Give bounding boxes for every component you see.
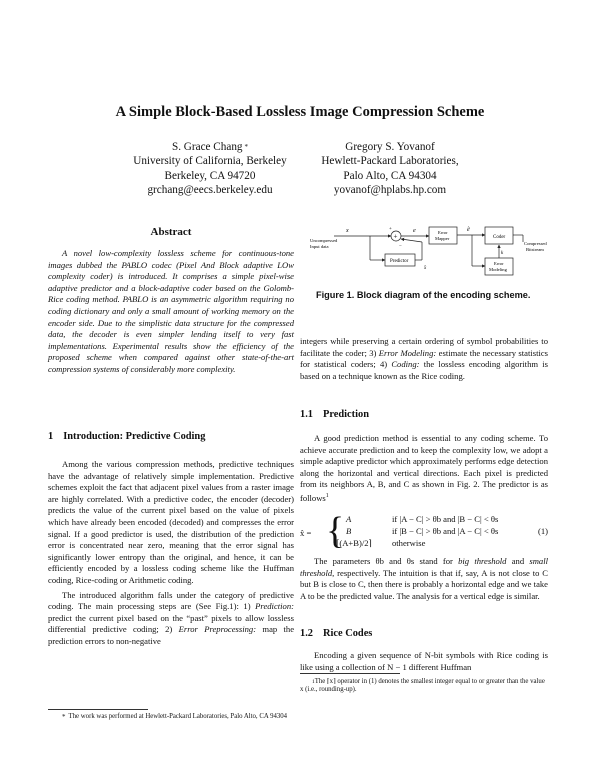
section-1-1-para-2: The parameters θb and θs stand for big threshold and small threshold, respectively. The intuition is that if, say, A is not close to C but B is close to C, then there is probably a horizontal edge and we take A to be the predicted value. The analysis for a vertical edge is similar. — [300, 556, 548, 601]
eq-row-2-value: B — [346, 526, 352, 536]
section-1-1-para-1: A good prediction method is essential to any coding scheme. To achieve accurate prediction and to keep the complexity low, we adopt a simple adaptive predictor which approximately performs edge detection along the horizontal and vertical directions. Each pixel is predicted from its neighbors A, B, and C as shown in Fig. 2. The predictor is as follows$^1$ — [300, 433, 548, 503]
eq-row-3-condition: otherwise — [392, 538, 426, 548]
section-1-2-title: Rice Codes — [323, 628, 373, 639]
footnote-rule-left — [48, 709, 148, 710]
footnote-left — [48, 713, 294, 721]
mapper-label-2: Mapper — [435, 236, 450, 241]
author-2-email: yovanof@hplabs.hp.com — [333, 184, 447, 197]
footnote-left-mark: * — [62, 713, 66, 721]
label-k: k — [501, 251, 504, 256]
section-1-2-number: 1.2 — [300, 628, 313, 639]
author-2-name: Gregory S. Yovanof — [345, 141, 435, 153]
section-1-1-number: 1.1 — [300, 409, 313, 420]
label-uncompressed-2: Input data — [310, 244, 329, 249]
author-2 — [280, 140, 500, 198]
label-x: x — [346, 228, 349, 234]
eq-brace: { — [326, 510, 345, 552]
footnote-left-text: The work was performed at Hewlett-Packard Laboratories, Palo Alto, CA 94304 — [68, 713, 288, 720]
eq-lhs: x̂ = — [300, 528, 312, 538]
section-1-1-heading — [300, 409, 548, 420]
paper-title: A Simple Block-Based Lossless Image Compression Scheme — [115, 104, 485, 120]
section-1-number: 1 — [48, 431, 54, 442]
section-1-title: Introduction: Predictive Coding — [63, 431, 206, 442]
coder-label: Coder — [493, 235, 506, 240]
feedback-arrow — [401, 239, 422, 242]
eq-row-3-value: ⌈(A+B)/2⌉ — [336, 538, 372, 548]
author-1-name: S. Grace Chang — [171, 141, 243, 153]
author-2-affiliation: Hewlett-Packard Laboratories, — [321, 155, 459, 168]
label-xhat: x̂ — [424, 266, 427, 271]
section-1-heading — [48, 431, 294, 442]
right-intro-para: integers while preserving a certain ordering of symbol probabilities to facilitate the coder; 3) Error Modeling: estimate the necessary statistics for statistical coders; 4) Coding: the lossless encoding algorithm is based on a technique known as the Rice coding. — [300, 336, 549, 381]
compressed-label-1: Compressed — [524, 241, 547, 246]
compressed-label-2: Bitstream — [526, 247, 544, 252]
section-1-2-heading — [300, 628, 548, 639]
eq-row-1-condition: if |A − C| > θb and |B − C| < θs — [392, 514, 499, 524]
author-1-footnote-mark: * — [244, 143, 249, 151]
equation-1 — [300, 510, 548, 554]
figure-1-block-diagram — [302, 222, 550, 278]
modeling-label-1: Error — [494, 261, 504, 266]
abstract-body: A novel low-complexity lossless scheme for continuous-tone images dubbed the PABLO codec (Pixel And Block adaptive LOw complexity coder) is introduced. It comprises a simple pixel-wise adaptive predictor and a block-adaptive coder based on the Golomb-Rice coding method. PABLO is an asymmetric algorithm requiring no coding dictionary and only a small amount of working memory on the encoder side. Due to the simplistic data structure for the compressed data, the decoder is even simpler lending itself to very fast implementations. Experimental results show the efficiency of the proposed scheme when compared against other state-of-the-art compression systems of considerably more complexity. — [48, 248, 294, 374]
footnote-right-text: The ⌈x⌉ operator in (1) denotes the smallest integer equal to or greater than the value x (i.e., rounding-up). — [300, 678, 545, 694]
modeling-label-2: Modeling — [489, 267, 507, 272]
author-1-address: Berkeley, CA 94720 — [164, 169, 256, 182]
label-etilde: ẽ — [467, 227, 470, 233]
label-e: e — [413, 228, 416, 234]
predictor-label: Predictor — [390, 259, 409, 264]
section-1-1-body-2 — [300, 556, 548, 602]
minus-sign: − — [399, 244, 402, 249]
footnote-rule-right — [300, 673, 400, 674]
right-column-intro — [300, 336, 548, 382]
section-1-para-1: Among the various compression methods, predictive techniques have the advantage of relatively simple implementation. Predictive schemes exploit the fact that adjacent pixel values from a raster image are highly correlated. With a predictive codec, the encoder (decoder) predicts the value of the current pixel based on the value of pixels which have already been encoded (decoded) and compresses the error signal. If a good predictor is used, the distribution of the prediction error is concentrated near zero, meaning that the error signal has significantly lower entropy than the original, and hence, it can be efficiently encoded by a lossless coding scheme like the Huffman coding, Rice-coding or Arithmetic coding. — [48, 459, 294, 585]
section-1-1-title: Prediction — [323, 409, 369, 420]
footnote-right-mark: 1 — [312, 679, 315, 685]
plus-sign: + — [393, 232, 398, 241]
section-1-para-2: The introduced algorithm falls under the category of predictive coding. The main processing steps are (See Fig.1): 1) Prediction: predict the current pixel based on the “past” pixels to allow lossless differential predictive coding; 2) Error Preprocessing: map the prediction errors to non-negative — [48, 589, 295, 646]
eq-row-2-condition: if |B − C| > θb and |A − C| < θs — [392, 526, 499, 536]
minus-sign-input: + — [389, 227, 392, 232]
eq-row-1-value: A — [346, 514, 352, 524]
eq-number: (1) — [537, 526, 548, 536]
section-1-2-para-1: Encoding a given sequence of N-bit symbols with Rice coding is like using a collection of N − 1 different Huffman — [300, 650, 548, 672]
section-1-2-body — [300, 650, 548, 673]
label-uncompressed-1: Uncompressed — [310, 238, 338, 243]
section-1-1-body — [300, 433, 548, 504]
mapper-label-1: Error — [438, 230, 448, 235]
author-1-affiliation: University of California, Berkeley — [133, 155, 287, 168]
author-2-address: Palo Alto, CA 94304 — [343, 169, 437, 182]
abstract-text — [48, 248, 294, 376]
section-1-body — [48, 459, 294, 648]
figure-1-caption: Figure 1. Block diagram of the encoding scheme. — [316, 290, 531, 300]
abstract-heading: Abstract — [150, 226, 192, 238]
author-1-email: grchang@eecs.berkeley.edu — [147, 184, 273, 197]
footnote-right — [300, 678, 548, 695]
